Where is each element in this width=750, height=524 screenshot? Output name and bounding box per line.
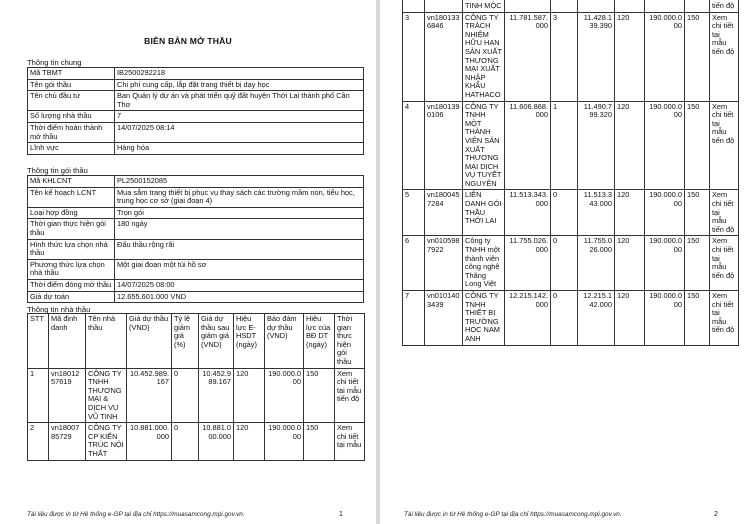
bidder-cell: 120 xyxy=(615,101,645,190)
package-row xyxy=(28,239,364,259)
bidder-cell: tiến độ xyxy=(710,0,739,12)
bidder-cell: vn1801336846 xyxy=(425,12,463,101)
bidder-cell: 120 xyxy=(615,190,645,236)
package-value: PL2500152085 xyxy=(115,176,364,188)
bidder-cell xyxy=(425,0,463,12)
bidder-cell: 150 xyxy=(685,190,710,236)
general-row xyxy=(28,79,364,91)
bidder-cell: 11.428.139.390 xyxy=(578,12,615,101)
bidder-cell: 11.606.868.000 xyxy=(505,101,551,190)
bidder-cell: 150 xyxy=(685,101,710,190)
bidder-cell: Xem chi tiết tại mẫu tiến độ xyxy=(710,190,739,236)
bidder-cell: 3 xyxy=(551,12,578,101)
general-value: Chi phí cung cấp, lắp đặt trang thiết bị dạy học xyxy=(115,79,364,91)
bidder-row xyxy=(403,12,739,101)
package-label: Thời điểm đóng mở thầu xyxy=(28,279,115,291)
package-info-table xyxy=(27,175,364,303)
bidder-cell: 190.000.000 xyxy=(645,190,685,236)
bidder-cell: 10.452.989.167 xyxy=(127,368,172,423)
footer-text: Tài liệu được in từ Hệ thống e-GP tại địa chỉ https://muasamcong.mpi.gov.vn. xyxy=(27,511,245,518)
general-row xyxy=(28,111,364,123)
package-value: Đấu thầu rộng rãi xyxy=(115,239,364,259)
bidder-cell: CÔNG TY TNHH MỘT THÀNH VIÊN SẢN XUẤT THƯƠNG MẠI DỊCH VỤ TUYẾT NGUYÊN xyxy=(463,101,505,190)
bidder-cell: 120 xyxy=(615,236,645,291)
bidders-header-cell: Hiệu lực của BĐ DT (ngày) xyxy=(304,314,335,369)
page-number: 2 xyxy=(714,511,718,518)
bidder-cell: 0 xyxy=(172,368,199,423)
bidder-row xyxy=(28,368,365,423)
general-row xyxy=(28,122,364,142)
general-value: IB2500292218 xyxy=(115,68,364,80)
package-row xyxy=(28,291,364,303)
bidder-cell: 12.215.142.000 xyxy=(578,291,615,346)
bidder-cell: Xem chi tiết tại mẫu tiến độ xyxy=(335,368,365,423)
package-row xyxy=(28,176,364,188)
bidder-cell: 10.881.000.000 xyxy=(199,423,234,460)
package-value: 12.655.601.000 VND xyxy=(115,291,364,303)
bidders-header-cell: Thời gian thực hiện gói thầu xyxy=(335,314,365,369)
bidder-cell: 6 xyxy=(403,236,425,291)
bidder-cell: Xem chi tiết tại mẫu tiến độ xyxy=(710,236,739,291)
general-value: Hàng hóa xyxy=(115,143,364,155)
general-label: Tên chủ đầu tư xyxy=(28,91,115,111)
general-label: Mã TBMT xyxy=(28,68,115,80)
package-row xyxy=(28,219,364,239)
bidders-header-row xyxy=(28,314,365,369)
bidder-cell: Xem chi tiết tại mẫu tiến độ xyxy=(710,101,739,190)
bidder-cell: 120 xyxy=(615,291,645,346)
bidders-table xyxy=(27,313,365,461)
bidders-table-continued xyxy=(402,0,739,346)
bidder-cell: CÔNG TY TNHH THƯƠNG MẠI & DỊCH VỤ VŨ TINH xyxy=(86,368,127,423)
document-page-2 xyxy=(380,0,750,524)
package-value: Trọn gói xyxy=(115,207,364,219)
general-info-table xyxy=(27,67,364,155)
bidder-cell: LIÊN DANH GÓI THẦU THỚI LAI xyxy=(463,190,505,236)
bidder-cell: 3 xyxy=(403,12,425,101)
page-number: 1 xyxy=(339,511,343,518)
package-value: 14/07/2025 08:00 xyxy=(115,279,364,291)
bidder-cell: 0 xyxy=(551,291,578,346)
bidders-header-cell: Tỷ lệ giảm giá (%) xyxy=(172,314,199,369)
bidder-cell: 150 xyxy=(304,368,335,423)
package-value: Một giai đoạn một túi hồ sơ xyxy=(115,259,364,279)
bidder-cell: 10.452.989.167 xyxy=(199,368,234,423)
bidder-cell xyxy=(578,0,615,12)
bidder-cell: 120 xyxy=(234,368,265,423)
bidder-row xyxy=(403,190,739,236)
bidders-header-cell: Bảo đảm dự thầu (VND) xyxy=(265,314,304,369)
bidder-cell: vn1801390106 xyxy=(425,101,463,190)
bidder-cell: 0 xyxy=(551,236,578,291)
bidder-cell: 0 xyxy=(551,190,578,236)
bidder-cell: 150 xyxy=(685,12,710,101)
bidders-header-cell: STT xyxy=(28,314,49,369)
bidder-cell: Xem chi tiết tại mẫu tiến độ xyxy=(710,12,739,101)
bidders-header-cell: Giá dự thầu (VND) xyxy=(127,314,172,369)
package-section-title: Thông tin gói thầu xyxy=(27,166,88,175)
bidder-cell: 11.755.026.000 xyxy=(578,236,615,291)
bidder-cell: 7 xyxy=(403,291,425,346)
general-label: Lĩnh vực xyxy=(28,143,115,155)
bidder-cell: vn0101403439 xyxy=(425,291,463,346)
general-row xyxy=(28,68,364,80)
bidder-cell: 11.781.587.000 xyxy=(505,12,551,101)
bidder-cell: 190.000.000 xyxy=(645,291,685,346)
bidder-cell: 11.513.343.000 xyxy=(578,190,615,236)
bidders-header-cell: Tên nhà thầu xyxy=(86,314,127,369)
general-value: 7 xyxy=(115,111,364,123)
bidder-cell xyxy=(615,0,645,12)
bidder-cell: 12.215.142.000 xyxy=(505,291,551,346)
bidder-cell: vn1800785729 xyxy=(49,423,86,460)
bidder-cell: 150 xyxy=(685,291,710,346)
bidder-cell: 5 xyxy=(403,190,425,236)
package-label: Giá dự toán xyxy=(28,291,115,303)
package-label: Loại hợp đồng xyxy=(28,207,115,219)
general-value: Ban Quản lý dự án và phát triển quỹ đất huyện Thới Lai thành phố Cần Thơ xyxy=(115,91,364,111)
bidder-cell: vn1801257619 xyxy=(49,368,86,423)
package-label: Phương thức lựa chọn nhà thầu xyxy=(28,259,115,279)
bidder-cell: vn1800457284 xyxy=(425,190,463,236)
bidders-section-title: Thông tin nhà thầu xyxy=(27,305,91,314)
bidder-cell: vn0105987922 xyxy=(425,236,463,291)
bidder-cell: Công ty TNHH một thành viên công nghệ Thăng Long Việt xyxy=(463,236,505,291)
package-row xyxy=(28,207,364,219)
bidder-row xyxy=(403,291,739,346)
bidder-cell xyxy=(685,0,710,12)
bidder-cell: Xem chi tiết tại mẫu tiến độ xyxy=(710,291,739,346)
bidder-cell: 2 xyxy=(28,423,49,460)
package-row xyxy=(28,259,364,279)
bidders-header-cell: Hiệu lực E-HSDT (ngày) xyxy=(234,314,265,369)
package-label: Mã KHLCNT xyxy=(28,176,115,188)
bidder-cell: 11.490.799.320 xyxy=(578,101,615,190)
bidder-cell: CÔNG TY TRÁCH NHIỆM HỮU HẠN SẢN XUẤT THƯƠNG MẠI XUẤT NHẬP KHẨU HATHACO xyxy=(463,12,505,101)
general-section-title: Thông tin chung xyxy=(27,58,82,67)
package-value: Mua sắm trang thiết bị phục vụ thay sách các trường mầm non, tiểu học, trung học cơ sở (giai đoạn 4) xyxy=(115,187,364,207)
bidder-cell: 190.000.000 xyxy=(645,236,685,291)
bidder-cell: 1 xyxy=(551,101,578,190)
bidder-cell: 10.881.000.000 xyxy=(127,423,172,460)
bidder-cell: 190.000.000 xyxy=(265,423,304,460)
bidder-cell: 190.000.000 xyxy=(265,368,304,423)
bidder-row xyxy=(403,101,739,190)
general-label: Tên gói thầu xyxy=(28,79,115,91)
bidder-cell xyxy=(645,0,685,12)
bidder-cell: 0 xyxy=(172,423,199,460)
footer-text: Tài liệu được in từ Hệ thống e-GP tại địa chỉ https://muasamcong.mpi.gov.vn. xyxy=(404,511,622,518)
package-label: Thời gian thực hiện gói thầu xyxy=(28,219,115,239)
bidder-cell: CÔNG TY CP KIẾN TRÚC NỘI THẤT xyxy=(86,423,127,460)
general-row xyxy=(28,143,364,155)
bidder-cell: 4 xyxy=(403,101,425,190)
general-value: 14/07/2025 08:14 xyxy=(115,122,364,142)
bidder-cell: TINH MỘC xyxy=(463,0,505,12)
bidder-cell: 190.000.000 xyxy=(645,12,685,101)
bidder-row-continued xyxy=(403,0,739,12)
general-label: Thời điểm hoàn thành mở thầu xyxy=(28,122,115,142)
package-row xyxy=(28,187,364,207)
bidders-header-cell: Mã định danh xyxy=(49,314,86,369)
bidder-cell: CÔNG TY TNHH THIẾT BỊ TRƯỜNG HỌC NAM ANH xyxy=(463,291,505,346)
bidder-cell: 120 xyxy=(234,423,265,460)
bidder-cell: 150 xyxy=(685,236,710,291)
bidder-cell xyxy=(505,0,551,12)
bidder-cell xyxy=(403,0,425,12)
bidder-cell xyxy=(551,0,578,12)
bidder-row xyxy=(403,236,739,291)
bidder-cell: Xem chi tiết tại mẫu xyxy=(335,423,365,460)
bidder-cell: 11.755.026.000 xyxy=(505,236,551,291)
bidders-header-cell: Giá dự thầu sau giảm giá (VND) xyxy=(199,314,234,369)
bidder-cell: 1 xyxy=(28,368,49,423)
general-label: Số lượng nhà thầu xyxy=(28,111,115,123)
package-label: Hình thức lựa chọn nhà thầu xyxy=(28,239,115,259)
bidder-cell: 11.513.343.000 xyxy=(505,190,551,236)
package-label: Tên kế hoạch LCNT xyxy=(28,187,115,207)
bidder-row xyxy=(28,423,365,460)
bidder-cell: 150 xyxy=(304,423,335,460)
bidder-cell: 120 xyxy=(615,12,645,101)
general-row xyxy=(28,91,364,111)
bidder-cell: 190.000.000 xyxy=(645,101,685,190)
package-row xyxy=(28,279,364,291)
package-value: 180 ngày xyxy=(115,219,364,239)
document-title: BIÊN BẢN MỞ THẦU xyxy=(144,36,232,46)
